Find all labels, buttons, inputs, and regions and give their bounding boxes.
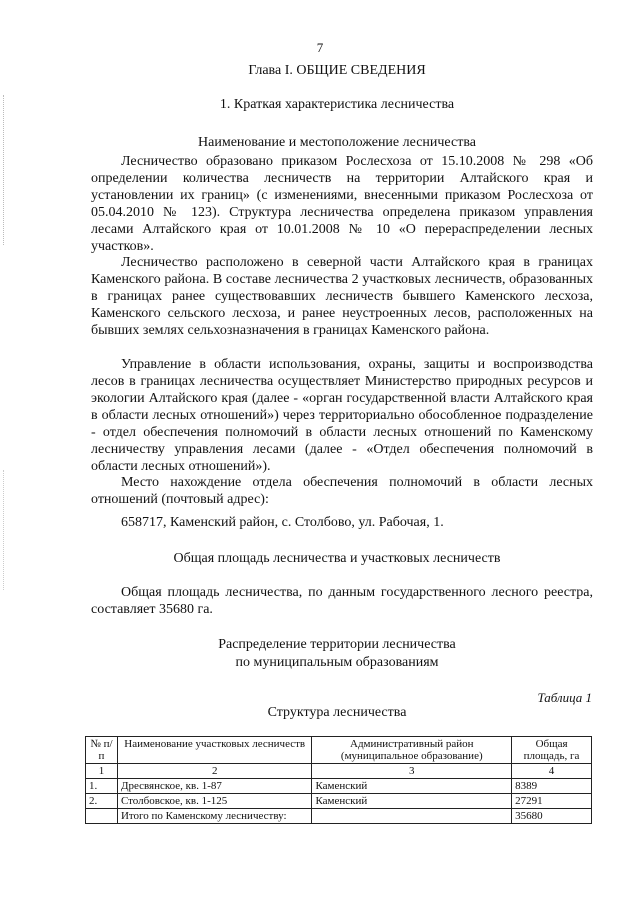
structure-table xyxy=(85,736,592,824)
table-number-row xyxy=(86,764,592,779)
table-cell xyxy=(312,809,512,824)
table-cell: 2. xyxy=(86,794,118,809)
table-cell: 35680 xyxy=(512,809,592,824)
table-label: Таблица 1 xyxy=(537,690,592,705)
table-header-cell: Общая площадь, га xyxy=(512,737,592,764)
margin-mark xyxy=(3,95,5,245)
table-cell: 8389 xyxy=(512,779,592,794)
page-number: 7 xyxy=(316,40,324,55)
distribution-title-line2: по муниципальным образованиям xyxy=(235,655,439,670)
subsection-title-location: Наименование и местоположение лесничества xyxy=(198,135,476,150)
table-cell: 2 xyxy=(117,764,312,779)
distribution-title-line1: Распределение территории лесничества xyxy=(218,637,456,652)
table-header-cell: № п/п xyxy=(86,737,118,764)
table-header-cell: Наименование участковых лесничеств xyxy=(117,737,312,764)
table-cell: Дресвянское, кв. 1-87 xyxy=(117,779,312,794)
subsection-title-area: Общая площадь лесничества и участковых лесничеств xyxy=(173,551,501,566)
table-header-row xyxy=(86,737,592,764)
table-cell: 4 xyxy=(512,764,592,779)
table-header-cell: Административный район (муниципальное образование) xyxy=(312,737,512,764)
table-cell: Каменский xyxy=(312,794,512,809)
table-cell: 1 xyxy=(86,764,118,779)
table-cell: Каменский xyxy=(312,779,512,794)
paragraph: Лесничество образовано приказом Рослесхоза от 15.10.2008 № 298 «Об определении количества лесничеств на территории Алтайского края и установлении их границ» (с изменениями, внесенными приказом Рослесхоза от 05.04.2010 № 123). Структура лесничества определена приказом управления лесами Алтайского края от 10.01.2008 № 10 «О перераспределении лесных участков». xyxy=(91,154,593,254)
table-cell: 27291 xyxy=(512,794,592,809)
chapter-title: Глава I. ОБЩИЕ СВЕДЕНИЯ xyxy=(248,63,426,78)
section-title: 1. Краткая характеристика лесничества xyxy=(219,97,455,112)
postal-address: 658717, Каменский район, с. Столбово, ул. Рабочая, 1. xyxy=(121,515,444,530)
paragraph: Лесничество расположено в северной части Алтайского края в границах Каменского района. В составе лесничества 2 участковых лесничеств, образованных в границах ранее существовавших лесничеств бывшего Каменского лесхоза, Каменского сельского лесхоза, и ранее неустроенных лесов, расположенных на бывших землях сельхозназначения в границах Каменского района. xyxy=(91,255,593,338)
table-total-row xyxy=(86,809,592,824)
paragraph: Место нахождение отдела обеспечения полномочий в области лесных отношений (почтовый адрес): xyxy=(91,475,593,507)
area-paragraph: Общая площадь лесничества, по данным государственного лесного реестра, составляет 35680 га. xyxy=(91,585,593,617)
table-cell: 3 xyxy=(312,764,512,779)
table-title: Структура лесничества xyxy=(267,705,407,720)
table-cell xyxy=(86,809,118,824)
table-cell: 1. xyxy=(86,779,118,794)
paragraph: Управление в области использования, охраны, защиты и воспроизводства лесов в границах лесничества осуществляет Министерство природных ресурсов и экологии Алтайского края (далее - «орган государственной власти Алтайского края в области лесных отношений») через территориально обособленное подразделение - отдел обеспечения полномочий в области лесных отношений по Каменскому лесничеству управления лесами (далее - «Отдел обеспечения полномочий в области лесных отношений»). xyxy=(91,357,593,474)
table-cell: Столбовское, кв. 1-125 xyxy=(117,794,312,809)
table-row xyxy=(86,794,592,809)
table-row xyxy=(86,779,592,794)
margin-mark xyxy=(3,470,5,590)
table-cell: Итого по Каменскому лесничеству: xyxy=(117,809,312,824)
